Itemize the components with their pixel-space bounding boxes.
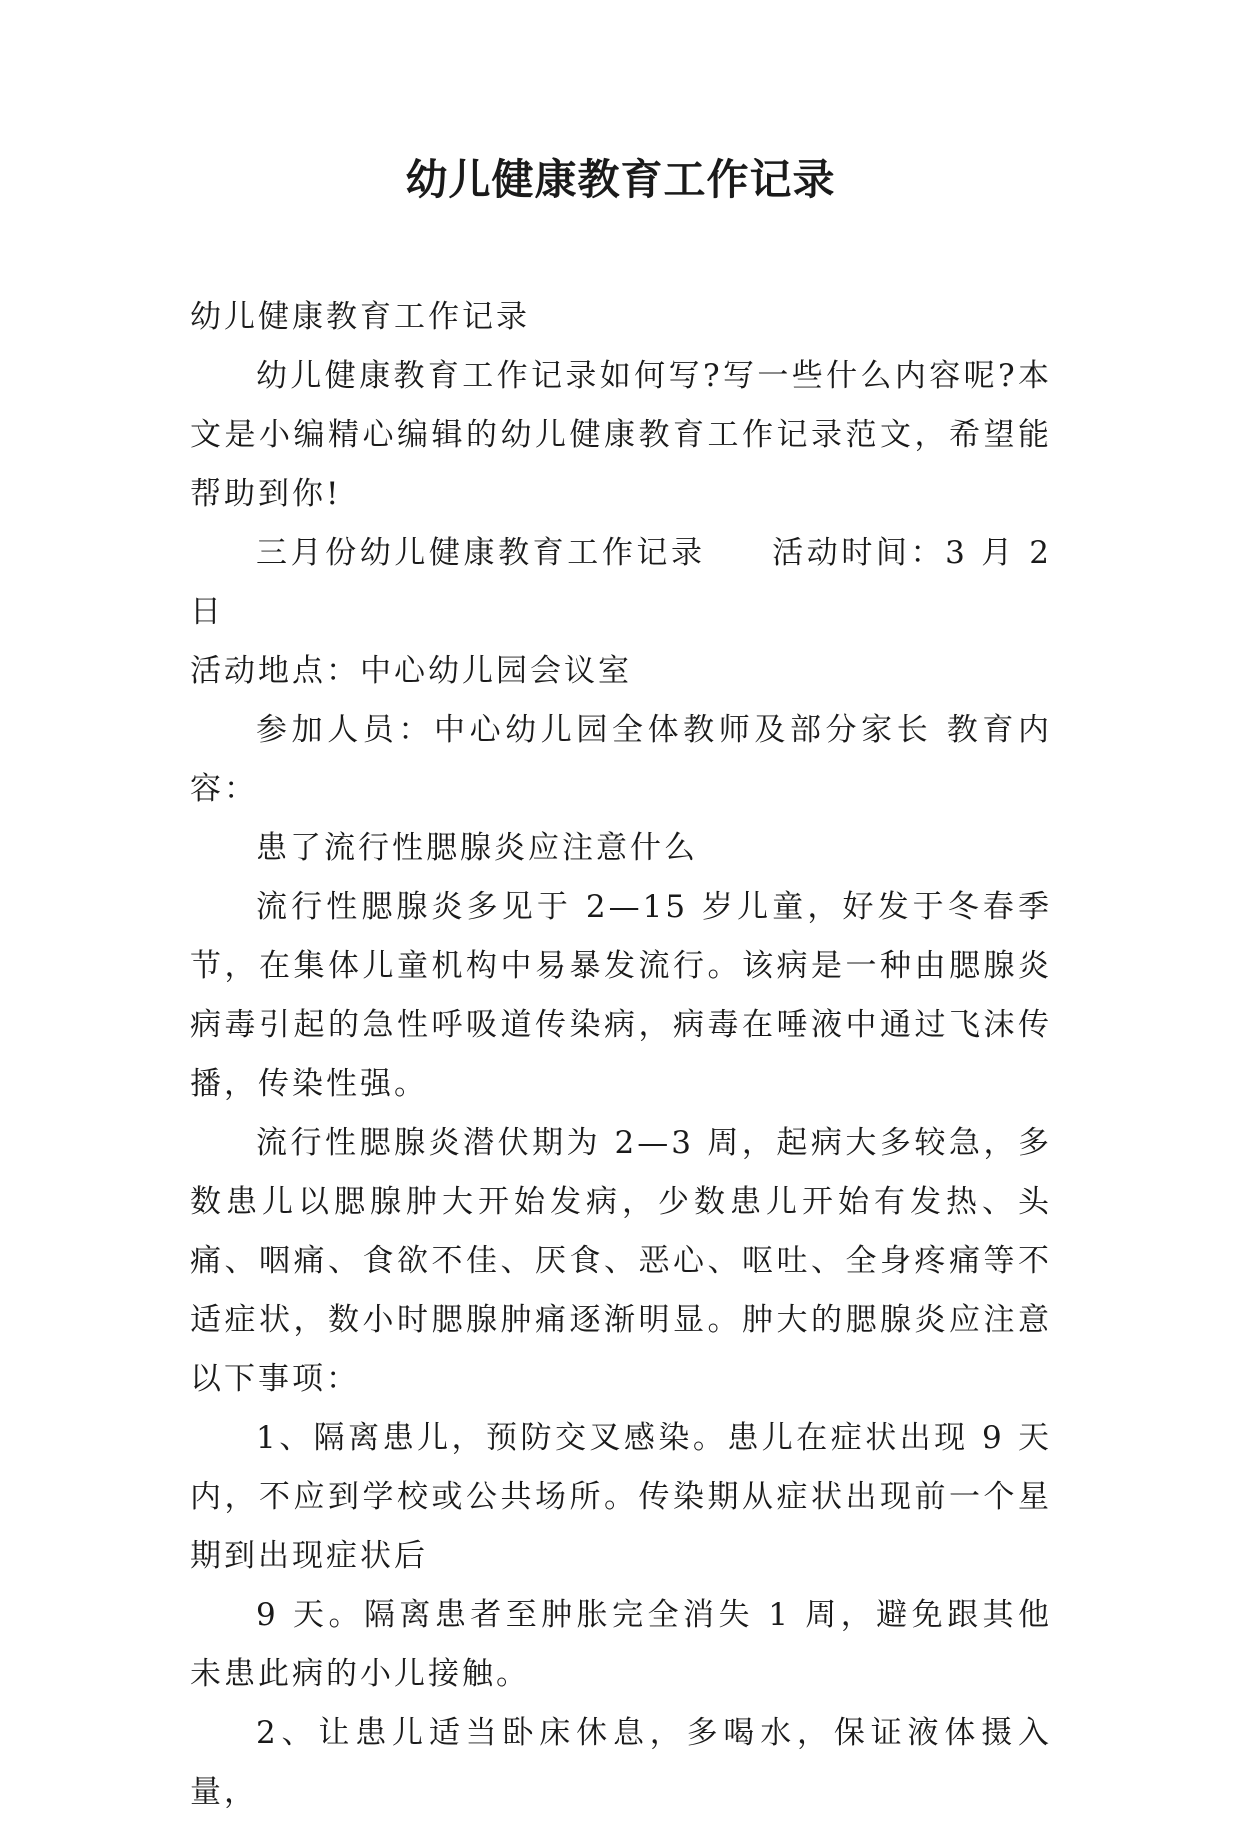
topic-heading: 患了流行性腮腺炎应注意什么 <box>256 830 698 866</box>
activity-time: 活动时间：3 月 2 日 <box>190 535 1053 630</box>
activity-header-line <box>190 524 1052 642</box>
paragraph-item-2: 2、让患儿适当卧床休息，多喝水，保证液体摄入量， <box>190 1715 1052 1810</box>
document-subtitle: 幼儿健康教育工作记录 <box>190 299 530 335</box>
paragraph-item-1: 1、隔离患儿，预防交叉感染。患儿在症状出现 9 天内，不应到学校或公共场所。传染期从症状出现前一个星期到出现症状后 <box>190 1420 1052 1574</box>
paragraph-item-1-continued: 9 天。隔离患者至肿胀完全消失 1 周，避免跟其他未患此病的小儿接触。 <box>190 1597 1052 1692</box>
intro-paragraph: 幼儿健康教育工作记录如何写?写一些什么内容呢?本文是小编精心编辑的幼儿健康教育工作记录范文，希望能帮助到你! <box>190 358 1052 512</box>
activity-location: 活动地点：中心幼儿园会议室 <box>190 653 632 689</box>
participants-line: 参加人员：中心幼儿园全体教师及部分家长 教育内容： <box>190 712 1052 807</box>
document-title: 幼儿健康教育工作记录 <box>405 155 836 204</box>
record-month-title: 三月份幼儿健康教育工作记录 <box>256 535 706 571</box>
document-body <box>190 288 1052 1822</box>
paragraph-symptoms: 流行性腮腺炎潜伏期为 2—3 周，起病大多较急，多数患儿以腮腺肿大开始发病，少数患儿开始有发热、头痛、咽痛、食欲不佳、厌食、恶心、呕吐、全身疼痛等不适症状，数小时腮腺肿痛逐渐明显。肿大的腮腺炎应注意以下事项： <box>190 1125 1052 1397</box>
paragraph-epidemiology: 流行性腮腺炎多见于 2—15 岁儿童，好发于冬春季节，在集体儿童机构中易暴发流行。该病是一种由腮腺炎病毒引起的急性呼吸道传染病，病毒在唾液中通过飞沫传播，传染性强。 <box>190 889 1052 1102</box>
